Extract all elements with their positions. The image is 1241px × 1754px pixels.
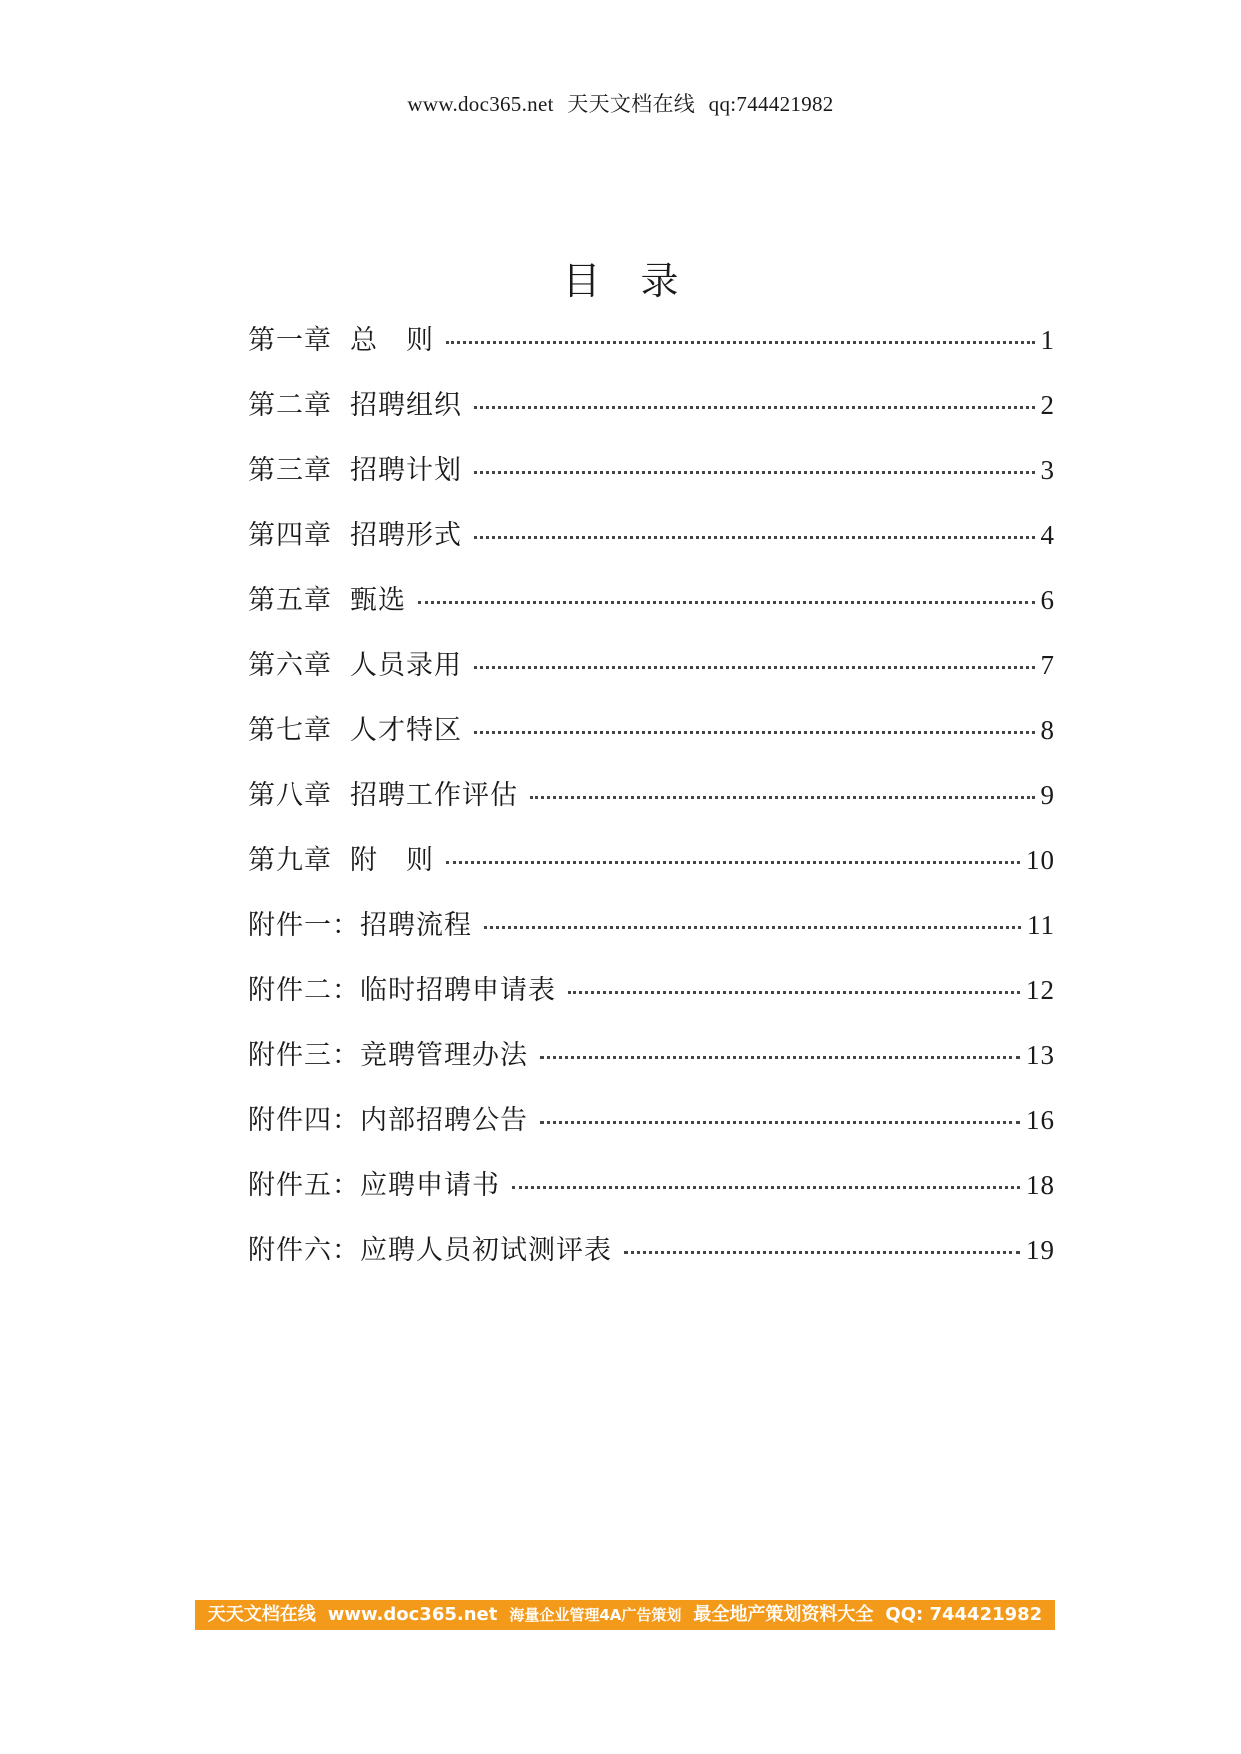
toc-entry-title: 内部招聘公告	[360, 1105, 528, 1136]
toc-entry-page-number: 9	[1040, 780, 1055, 810]
toc-entry[interactable]	[248, 903, 1055, 968]
toc-entry-number: 附件三：	[248, 1040, 360, 1071]
toc-entry[interactable]	[248, 643, 1055, 708]
toc-entry-number: 附件五：	[248, 1170, 360, 1201]
toc-dot-leader	[540, 1121, 1020, 1124]
toc-dot-leader	[540, 1056, 1020, 1059]
toc-entry-title: 应聘申请书	[360, 1170, 500, 1201]
toc-entry-page-number: 11	[1027, 910, 1055, 940]
toc-dot-leader	[474, 406, 1035, 409]
table-of-contents	[248, 318, 1055, 1293]
footer-qq: QQ: 744421982	[885, 1604, 1043, 1625]
toc-entry[interactable]	[248, 513, 1055, 578]
toc-entry-number: 第八章	[248, 780, 332, 811]
toc-dot-leader	[474, 471, 1035, 474]
toc-entry-number: 第五章	[248, 585, 332, 616]
toc-entry[interactable]	[248, 1098, 1055, 1163]
toc-dot-leader	[474, 536, 1035, 539]
toc-entry-page-number: 19	[1026, 1235, 1055, 1265]
toc-entry-number: 第六章	[248, 650, 332, 681]
toc-entry[interactable]	[248, 448, 1055, 513]
toc-entry-page-number: 6	[1040, 585, 1055, 615]
toc-entry-title: 人才特区	[350, 715, 462, 746]
toc-entry-number: 附件四：	[248, 1105, 360, 1136]
toc-entry-page-number: 1	[1040, 325, 1055, 355]
footer-banner[interactable]	[195, 1600, 1055, 1630]
toc-dot-leader	[484, 926, 1021, 929]
toc-entry-page-number: 3	[1040, 455, 1055, 485]
toc-entry[interactable]	[248, 383, 1055, 448]
toc-entry[interactable]	[248, 773, 1055, 838]
toc-entry[interactable]	[248, 968, 1055, 1033]
toc-entry-title: 招聘形式	[350, 520, 462, 551]
toc-entry-number: 第一章	[248, 325, 332, 356]
toc-dot-leader	[568, 991, 1020, 994]
toc-entry-page-number: 10	[1026, 845, 1055, 875]
toc-entry-title: 招聘计划	[350, 455, 462, 486]
toc-dot-leader	[474, 731, 1035, 734]
toc-entry-page-number: 16	[1026, 1105, 1055, 1135]
footer-brand: 天天文档在线	[207, 1604, 316, 1625]
toc-entry-title: 甄选	[350, 585, 406, 616]
toc-entry[interactable]	[248, 1163, 1055, 1228]
toc-dot-leader	[512, 1186, 1020, 1189]
toc-dot-leader	[446, 861, 1020, 864]
toc-entry-title: 竞聘管理办法	[360, 1040, 528, 1071]
toc-entry-page-number: 8	[1040, 715, 1055, 745]
toc-dot-leader	[474, 666, 1035, 669]
toc-entry-title: 附 则	[350, 845, 434, 876]
toc-entry-title: 招聘流程	[360, 910, 472, 941]
toc-entry-number: 第四章	[248, 520, 332, 551]
toc-dot-leader	[624, 1251, 1020, 1254]
toc-entry-title: 招聘工作评估	[350, 780, 518, 811]
toc-entry-number: 附件二：	[248, 975, 360, 1006]
toc-entry-page-number: 12	[1026, 975, 1055, 1005]
toc-entry-title: 招聘组织	[350, 390, 462, 421]
header-site-name: 天天文档在线	[567, 92, 696, 116]
page-title: 目录	[562, 259, 719, 303]
toc-entry-page-number: 2	[1040, 390, 1055, 420]
toc-entry[interactable]	[248, 578, 1055, 643]
toc-entry[interactable]	[248, 1033, 1055, 1098]
footer-slogan-2: 最全地产策划资料大全	[693, 1604, 874, 1625]
footer-site-link[interactable]: www.doc365.net	[327, 1604, 498, 1625]
toc-entry[interactable]	[248, 838, 1055, 903]
toc-entry-number: 第三章	[248, 455, 332, 486]
header-site-link[interactable]: www.doc365.net	[407, 92, 554, 116]
toc-entry-title: 临时招聘申请表	[360, 975, 556, 1006]
toc-entry-page-number: 7	[1040, 650, 1055, 680]
toc-entry[interactable]	[248, 318, 1055, 383]
toc-entry-page-number: 18	[1026, 1170, 1055, 1200]
toc-entry[interactable]	[248, 1228, 1055, 1293]
toc-dot-leader	[446, 341, 1035, 344]
toc-entry-page-number: 4	[1040, 520, 1055, 550]
toc-dot-leader	[418, 601, 1035, 604]
toc-entry-page-number: 13	[1026, 1040, 1055, 1070]
header-qq: qq:744421982	[708, 92, 834, 116]
toc-entry-title: 总 则	[350, 325, 434, 356]
toc-entry-number: 第七章	[248, 715, 332, 746]
toc-entry-number: 第九章	[248, 845, 332, 876]
footer-slogan-1: 海量企业管理4A广告策划	[509, 1606, 682, 1624]
toc-entry-number: 附件六：	[248, 1235, 360, 1266]
toc-entry-number: 第二章	[248, 390, 332, 421]
toc-entry[interactable]	[248, 708, 1055, 773]
toc-dot-leader	[530, 796, 1035, 799]
toc-entry-number: 附件一：	[248, 910, 360, 941]
toc-entry-title: 应聘人员初试测评表	[360, 1235, 612, 1266]
page-header	[0, 88, 1241, 118]
toc-entry-title: 人员录用	[350, 650, 462, 681]
